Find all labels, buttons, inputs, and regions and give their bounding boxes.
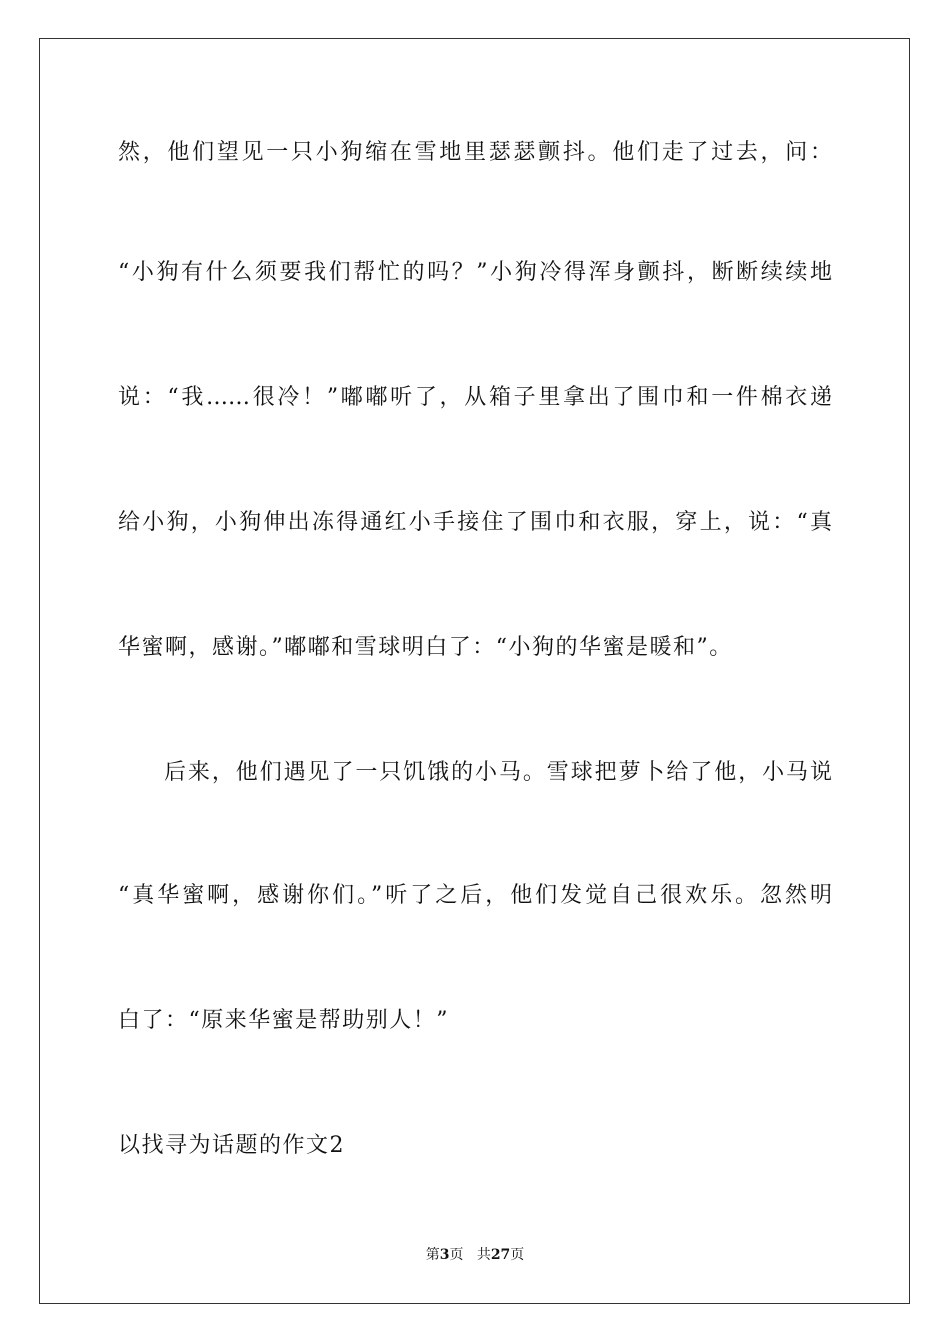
body-line-8: 白了：“原来华蜜是帮助别人！” xyxy=(118,1008,449,1033)
body-line-1: 然，他们望见一只小狗缩在雪地里瑟瑟颤抖。他们走了过去，问： xyxy=(118,140,832,165)
body-line-6: 后来，他们遇见了一只饥饿的小马。雪球把萝卜给了他，小马说 xyxy=(164,760,832,785)
body-line-3: 说：“我……很冷！”嘟嘟听了，从箱子里拿出了围巾和一件棉衣递 xyxy=(118,385,832,410)
page-frame xyxy=(39,38,910,1304)
body-line-5: 华蜜啊，感谢。”嘟嘟和雪球明白了：“小狗的华蜜是暖和”。 xyxy=(118,635,733,660)
footer-total-prefix: 共 xyxy=(476,1247,491,1263)
footer-total-number: 27 xyxy=(490,1247,511,1263)
section-heading: 以找寻为话题的作文2 xyxy=(118,1133,345,1158)
footer-page-suffix: 页 xyxy=(449,1247,464,1263)
footer-page-prefix: 第 xyxy=(425,1247,440,1263)
footer-page-number: 3 xyxy=(439,1247,450,1263)
body-line-7: “真华蜜啊，感谢你们。”听了之后，他们发觉自己很欢乐。忽然明 xyxy=(118,883,832,908)
page-footer xyxy=(0,1246,950,1264)
footer-total-suffix: 页 xyxy=(510,1247,525,1263)
body-line-2: “小狗有什么须要我们帮忙的吗？”小狗冷得浑身颤抖，断断续续地 xyxy=(118,260,832,285)
body-line-4: 给小狗，小狗伸出冻得通红小手接住了围巾和衣服，穿上，说：“真 xyxy=(118,510,832,535)
